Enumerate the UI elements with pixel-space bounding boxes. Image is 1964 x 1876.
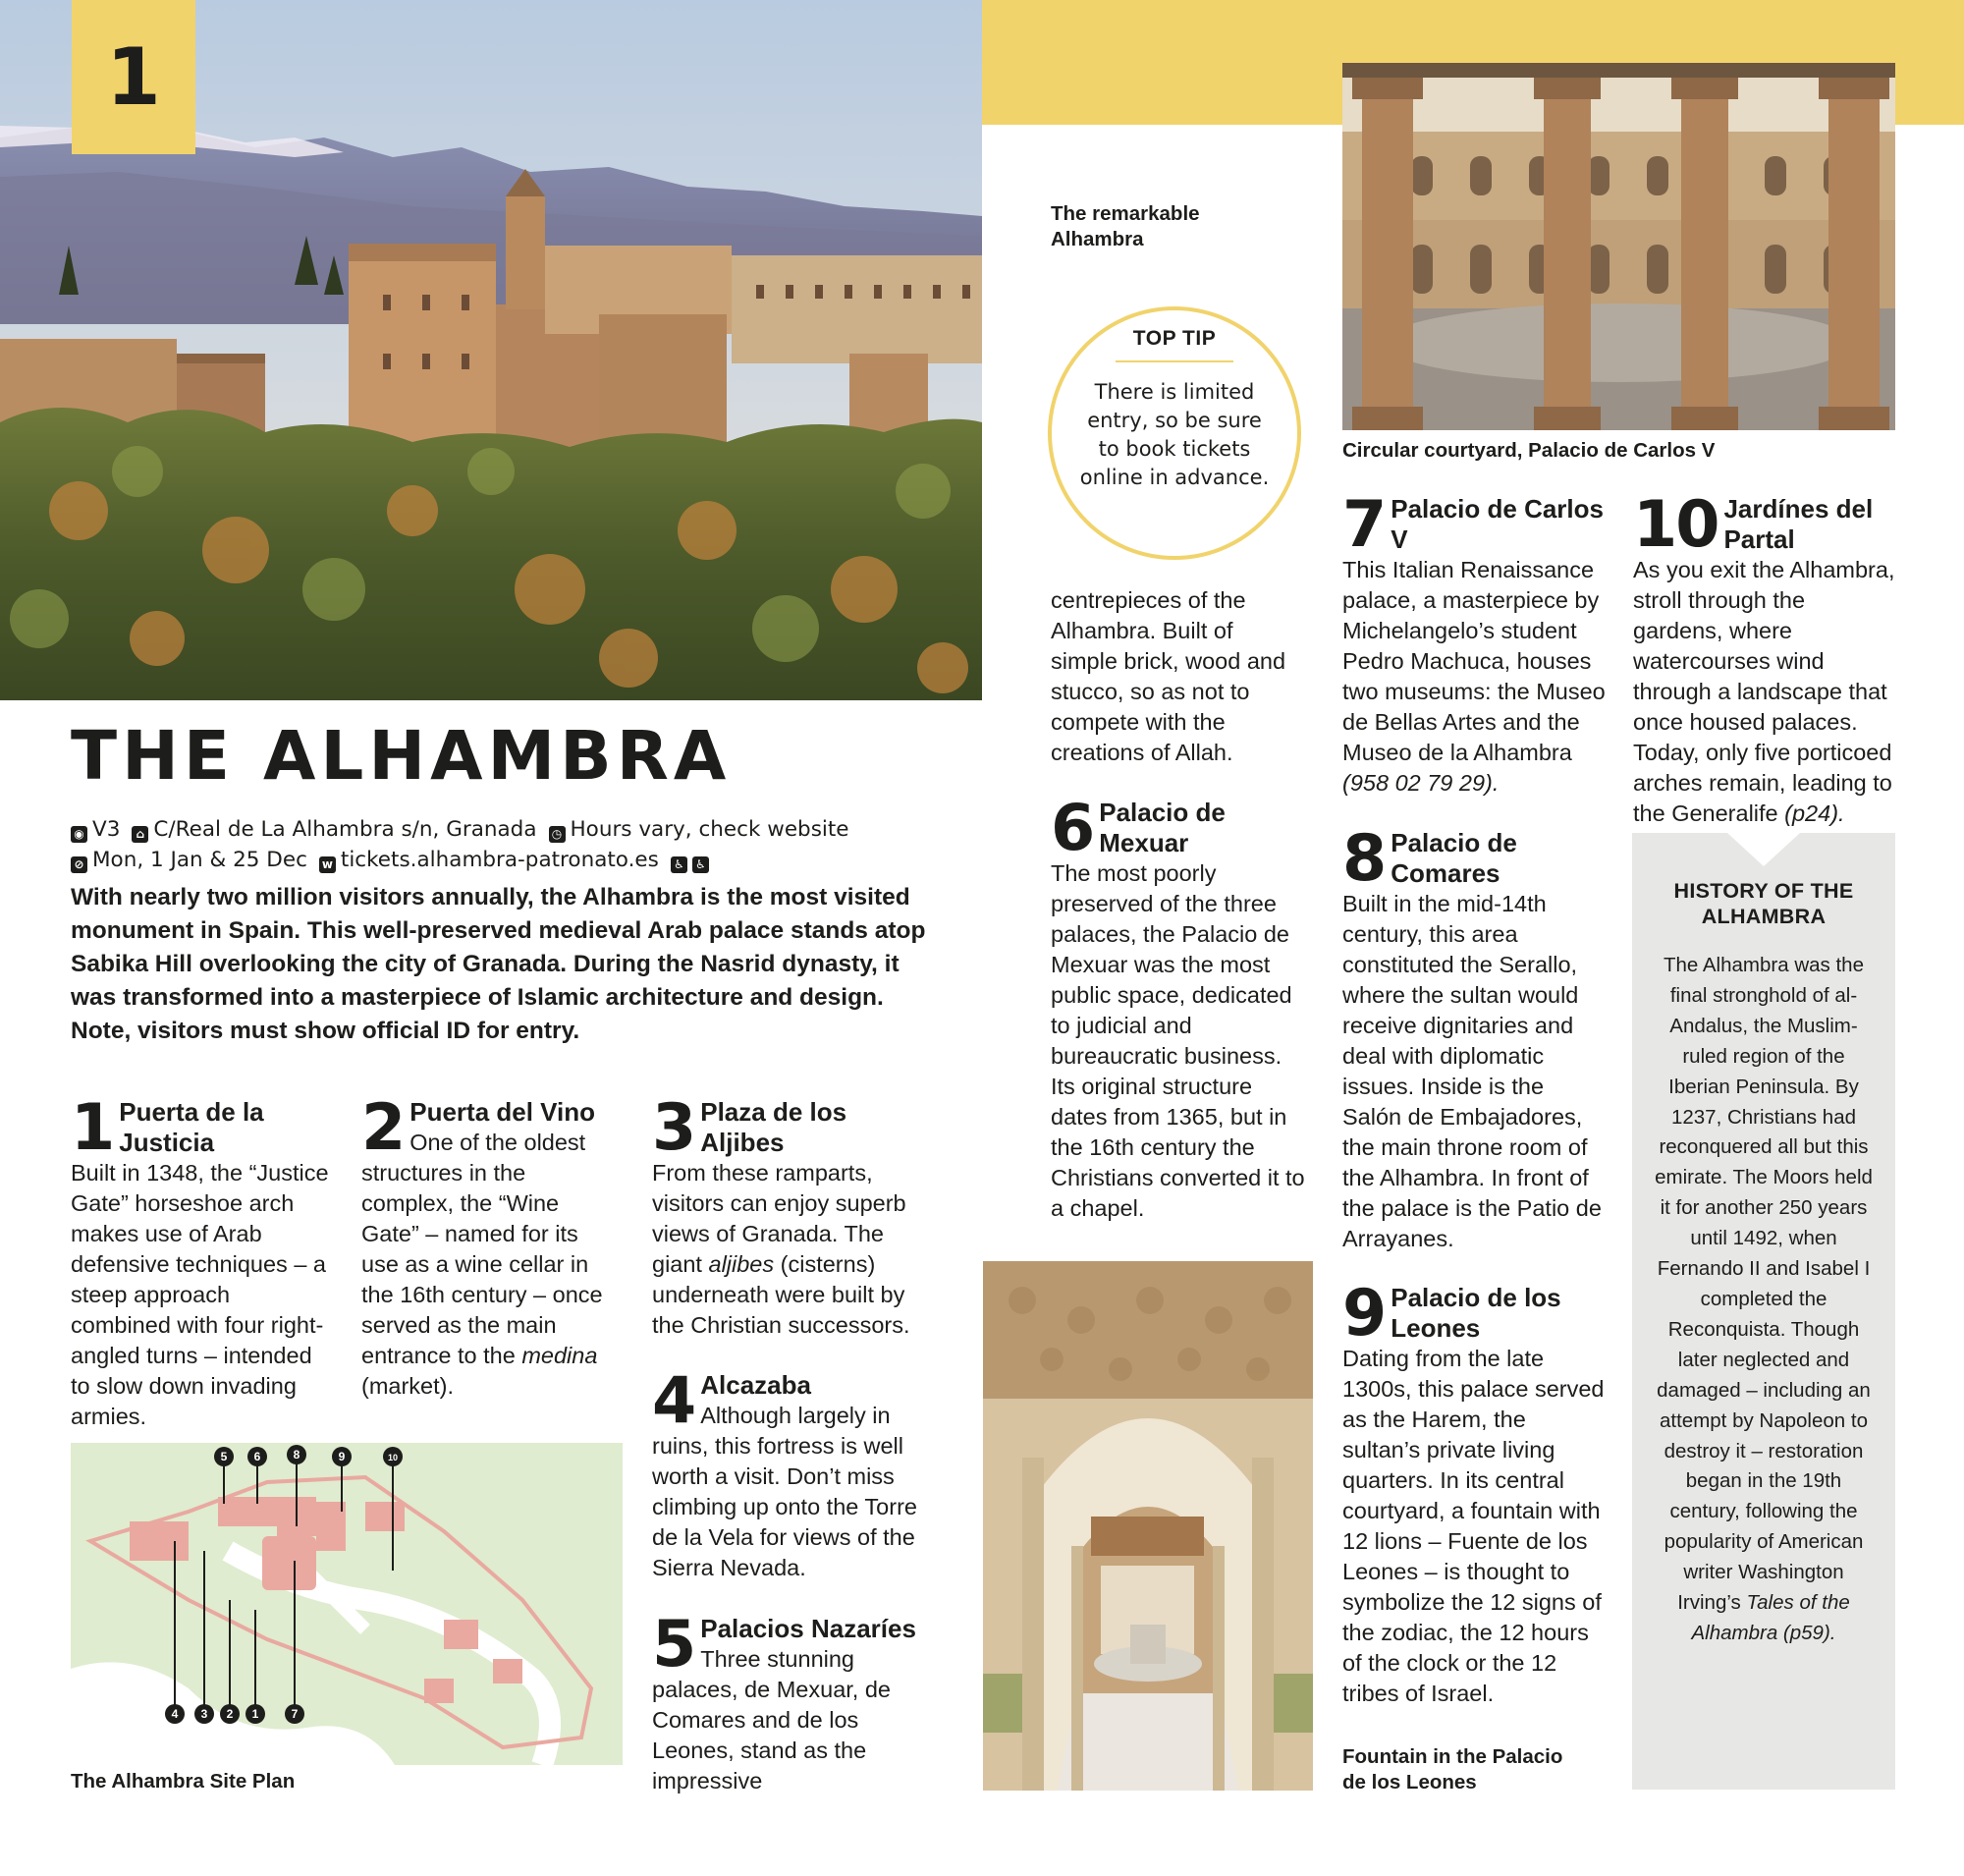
entry-body-italic: (p24). xyxy=(1784,800,1845,826)
entry-number: 2 xyxy=(361,1091,405,1165)
sidebar-title: HISTORY OF THE ALHAMBRA xyxy=(1673,879,1854,928)
entry-alcazaba xyxy=(652,1364,917,1583)
sidebar-body: The Alhambra was the final stronghold of al-Andalus, the Muslim-ruled region of the Iberian Peninsula. By 1237, Christians had reconquered all but this emirate. The Moors held it for another 250 years until 1492, when Fernando II and Isabel I completed the Reconquista. Though later neglected and damaged – including an attempt by Napoleon to destroy it – restoration began in the 19th century, following the popularity of American writer Washington Irving’s xyxy=(1655,954,1873,1615)
courtyard-caption: Circular courtyard, Palacio de Carlos V xyxy=(1342,439,1716,462)
entry-number: 3 xyxy=(652,1091,695,1165)
page-number-badge: 1 xyxy=(72,0,195,154)
entry-jardines-del-partal xyxy=(1633,488,1900,829)
top-tip-callout xyxy=(1048,306,1301,560)
entry-palacios-nazaries xyxy=(652,1608,917,1796)
entry-plaza-de-los-aljibes xyxy=(652,1091,917,1341)
top-tip-text: There is limited entry, so be sure to book tickets online in advance. xyxy=(1079,380,1270,489)
entry-body: Built in the mid-14th century, this area constituted the Serallo, where the sultan would receive dignitaries and deal with diplomatic issues. Inside is the Salón de Embajadores, the main throne room of the Alhambra. In front of the palace is the Patio de Arrayanes. xyxy=(1342,891,1602,1251)
map-marker-label: 10 xyxy=(387,1453,399,1462)
entry-heading: Puerta del Vino xyxy=(409,1097,596,1127)
map-marker-label: 2 xyxy=(226,1707,234,1721)
sidebar-text xyxy=(1650,951,1878,1649)
entry-number: 8 xyxy=(1342,822,1386,896)
grid-ref: V3 xyxy=(92,817,121,842)
entry-heading: Palacio de Mexuar xyxy=(1099,798,1226,857)
map-marker-label: 3 xyxy=(200,1707,208,1721)
entry-body: Dating from the late 1300s, this palace served as the Harem, the sultan’s private living quarters. In its central courtyard, a fountain with 12 lions – Fuente de los Leones – is thought to symbolize the 12 signs of the zodiac, the 12 hours of the clock or the 12 tribes of Israel. xyxy=(1342,1346,1605,1706)
entry-heading: Plaza de los Aljibes xyxy=(700,1097,847,1157)
map-marker-label: 8 xyxy=(293,1448,300,1462)
entry-body: This Italian Renaissance palace, a masterpiece by Michelangelo’s student Pedro Machuca, houses two museums: the Museo de Bellas Artes and the Museo de la Alhambra xyxy=(1342,557,1606,765)
map-marker-label: 9 xyxy=(338,1450,346,1463)
accessibility-icon: ♿ xyxy=(692,856,709,873)
entry-body-end: (cisterns) underneath were built by the Christian successors. xyxy=(652,1251,910,1338)
website-link[interactable]: tickets.alhambra-patronato.es xyxy=(340,848,659,872)
map-marker-label: 7 xyxy=(291,1707,299,1721)
map-marker-label: 5 xyxy=(220,1450,228,1463)
entry-number: 5 xyxy=(652,1608,695,1682)
meta-line-2 xyxy=(71,848,714,873)
entry-body-italic: aljibes xyxy=(708,1251,775,1277)
entry-palacio-de-carlos-v xyxy=(1342,488,1608,799)
map-marker-label: 4 xyxy=(171,1707,179,1721)
top-tip-divider xyxy=(1116,360,1233,362)
entry-body-italic: medina xyxy=(521,1343,598,1368)
entry-puerta-del-vino xyxy=(361,1091,607,1402)
clock-icon: ◷ xyxy=(549,826,566,843)
address: C/Real de La Alhambra s/n, Granada xyxy=(153,817,537,842)
entry-body: Built in 1348, the “Justice Gate” horseshoe arch makes use of Arab defensive techniques – a steep approach combined with four right-angled turns – intended to slow down invading armies. xyxy=(71,1160,329,1429)
entry-heading: Alcazaba xyxy=(700,1370,811,1400)
entry-body: The most poorly preserved of the three palaces, the Palacio de Mexuar was the most public space, dedicated to judicial and bureaucratic business. Its original structure dates from 1365, but in the 16th century the Christians converted it to a chapel. xyxy=(1051,860,1305,1221)
entry-body: Three stunning palaces, de Mexuar, de Comares and de los Leones, stand as the impressive xyxy=(652,1646,891,1793)
entry-palacio-de-los-leones xyxy=(1342,1277,1608,1709)
entry-number: 1 xyxy=(71,1091,114,1165)
sidebar-notch xyxy=(1727,833,1800,866)
accessibility-icon: ♿ xyxy=(671,856,687,873)
entry-number: 4 xyxy=(652,1364,695,1438)
entry-number: 6 xyxy=(1051,792,1094,865)
entry-5-continued: centrepieces of the Alhambra. Built of simple brick, wood and stucco, so as not to compete with the creations of Allah. xyxy=(1051,587,1286,765)
hero-caption: The remarkable Alhambra xyxy=(1051,202,1200,250)
meta-line-1 xyxy=(71,817,849,843)
entry-heading: Palacio de Comares xyxy=(1391,828,1517,888)
site-plan-map xyxy=(71,1443,623,1765)
closed-icon: ⊘ xyxy=(71,856,87,873)
entry-heading: Jardínes del Partal xyxy=(1723,494,1874,554)
entry-palacio-de-comares xyxy=(1342,822,1608,1254)
web-icon: w xyxy=(319,856,336,873)
closed-days: Mon, 1 Jan & 25 Dec xyxy=(92,848,307,872)
map-pin-icon: ◉ xyxy=(71,826,87,843)
entry-body-end: (market). xyxy=(361,1373,454,1399)
entry-number: 10 xyxy=(1633,488,1718,562)
lions-courtyard-photo xyxy=(983,1261,1313,1791)
page-title: THE ALHAMBRA xyxy=(71,717,732,796)
entry-heading: Palacio de Carlos V xyxy=(1391,494,1604,554)
entry-number: 7 xyxy=(1342,488,1386,562)
top-tip-title: TOP TIP xyxy=(1132,327,1217,350)
entry-body-italic: (958 02 79 29). xyxy=(1342,770,1500,796)
entry-heading: Puerta de la Justicia xyxy=(119,1097,264,1157)
entry-heading: Palacios Nazaríes xyxy=(700,1614,916,1643)
entry-number: 9 xyxy=(1342,1277,1386,1351)
entry-body: As you exit the Alhambra, stroll through the gardens, where watercourses wind through a landscape that once housed palaces. Today, only five porticoed arches remain, leading to the Generalife xyxy=(1633,557,1895,826)
courtyard-photo xyxy=(1342,63,1895,430)
map-marker-label: 1 xyxy=(251,1707,259,1721)
intro-paragraph: With nearly two million visitors annually, the Alhambra is the most visited monument in Spain. This well-preserved medieval Arab palace stands atop Sabika Hill overlooking the city of Granada. During the Nasrid dynasty, it was transformed into a masterpiece of Islamic architecture and design. Note, visitors must show official ID for entry. xyxy=(71,884,926,1044)
map-caption: The Alhambra Site Plan xyxy=(71,1770,296,1793)
sidebar-body-italic: Tales of the Alhambra (p59). xyxy=(1691,1591,1850,1644)
entry-body: Although largely in ruins, this fortress is well worth a visit. Don’t miss climbing up onto the Torre de la Vela for views of the Sierra Nevada. xyxy=(652,1403,917,1580)
house-icon: ⌂ xyxy=(132,826,148,843)
entry-puerta-de-la-justicia xyxy=(71,1091,336,1432)
entry-palacio-de-mexuar xyxy=(1051,792,1311,1224)
entry-body: One of the oldest structures in the complex, the “Wine Gate” – named for its use as a wine cellar in the 16th century – once served as the main entrance to the xyxy=(361,1130,603,1368)
fountain-caption: Fountain in the Palacio de los Leones xyxy=(1342,1745,1563,1793)
entry-body: From these ramparts, visitors can enjoy superb views of Granada. The giant xyxy=(652,1160,906,1277)
entry-heading: Palacio de los Leones xyxy=(1391,1283,1561,1343)
hours: Hours vary, check website xyxy=(570,817,849,842)
map-marker-label: 6 xyxy=(253,1450,261,1463)
